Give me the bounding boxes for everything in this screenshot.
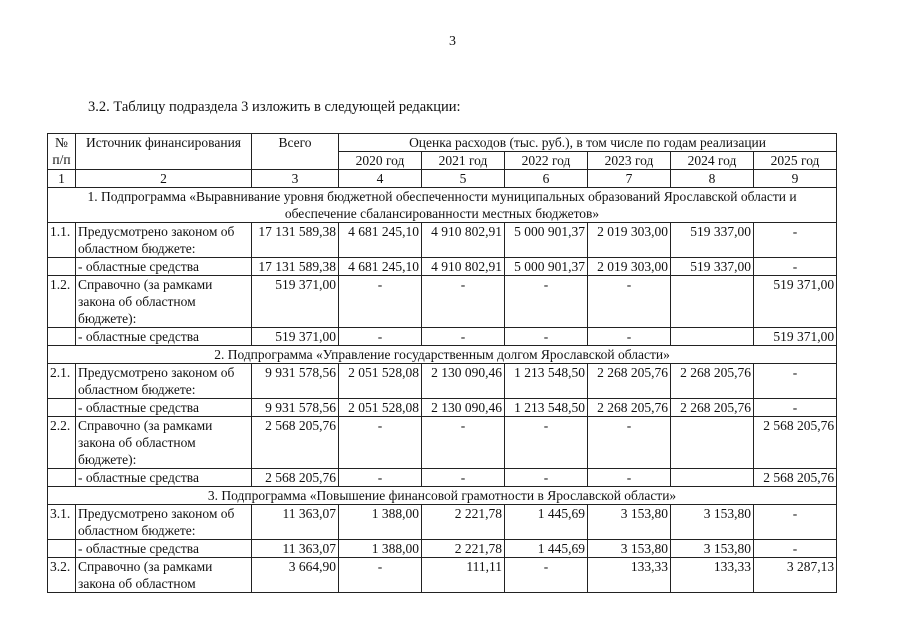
column-number: 6: [505, 170, 588, 188]
column-number: 9: [754, 170, 837, 188]
row-source: - областные средства: [76, 328, 252, 346]
row-year-value: -: [588, 469, 671, 487]
table-row: [48, 258, 837, 276]
row-source: Предусмотрено законом об областном бюджете:: [76, 223, 252, 258]
row-year-value: 2 221,78: [422, 540, 505, 558]
row-year-value: 2 268 205,76: [671, 364, 754, 399]
page-number: 3: [449, 34, 456, 49]
row-total: 9 931 578,56: [252, 364, 339, 399]
row-total: 519 371,00: [252, 328, 339, 346]
row-year-value: -: [339, 417, 422, 469]
row-year-value: 1 213 548,50: [505, 364, 588, 399]
row-year-value: -: [505, 328, 588, 346]
row-number: 2.2.: [48, 417, 76, 469]
row-number: 3.2.: [48, 558, 76, 593]
section-title: 3. Подпрограмма «Повышение финансовой грамотности в Ярославской области»: [48, 487, 837, 505]
row-year-value: -: [505, 276, 588, 328]
row-year-value: -: [588, 328, 671, 346]
column-number: 3: [252, 170, 339, 188]
row-number: [48, 540, 76, 558]
row-year-value: -: [339, 276, 422, 328]
row-year-value: -: [339, 328, 422, 346]
table-row: [48, 540, 837, 558]
row-source: - областные средства: [76, 469, 252, 487]
row-total: 2 568 205,76: [252, 417, 339, 469]
row-year-value: -: [505, 558, 588, 593]
row-total: 3 664,90: [252, 558, 339, 593]
row-year-value: -: [754, 540, 837, 558]
row-source: Справочно (за рамками закона об областном бюджете):: [76, 276, 252, 328]
row-year-value: 2 568 205,76: [754, 417, 837, 469]
row-source: - областные средства: [76, 399, 252, 417]
row-year-value: -: [754, 223, 837, 258]
column-number: 8: [671, 170, 754, 188]
row-year-value: 2 019 303,00: [588, 258, 671, 276]
row-year-value: -: [754, 258, 837, 276]
row-year-value: 519 337,00: [671, 258, 754, 276]
row-year-value: 2 268 205,76: [671, 399, 754, 417]
row-year-value: -: [588, 276, 671, 328]
row-year-value: 2 051 528,08: [339, 399, 422, 417]
header-total: Всего: [252, 134, 339, 170]
table-row: [48, 328, 837, 346]
row-year-value: 2 221,78: [422, 505, 505, 540]
row-number: 2.1.: [48, 364, 76, 399]
table-row: [48, 505, 837, 540]
row-year-value: 1 388,00: [339, 540, 422, 558]
row-year-value: -: [339, 469, 422, 487]
header-year: 2020 год: [339, 152, 422, 170]
column-number: 2: [76, 170, 252, 188]
table-row: [48, 469, 837, 487]
row-number: 1.2.: [48, 276, 76, 328]
column-number: 5: [422, 170, 505, 188]
row-year-value: 3 153,80: [588, 540, 671, 558]
table-row: [48, 558, 837, 593]
row-year-value: 3 153,80: [671, 540, 754, 558]
row-number: [48, 258, 76, 276]
row-year-value: [671, 328, 754, 346]
table-row: [48, 364, 837, 399]
row-year-value: 3 153,80: [671, 505, 754, 540]
row-year-value: -: [422, 328, 505, 346]
row-source: Справочно (за рамками закона об областном: [76, 558, 252, 593]
table-body: [48, 134, 837, 593]
header-year: 2021 год: [422, 152, 505, 170]
row-year-value: 519 337,00: [671, 223, 754, 258]
header-year: 2024 год: [671, 152, 754, 170]
column-number: 4: [339, 170, 422, 188]
row-number: [48, 328, 76, 346]
row-year-value: 1 213 548,50: [505, 399, 588, 417]
row-year-value: -: [754, 399, 837, 417]
column-number: 1: [48, 170, 76, 188]
header-source: Источник финансирования: [76, 134, 252, 170]
row-source: Справочно (за рамками закона об областном бюджете):: [76, 417, 252, 469]
row-year-value: -: [588, 417, 671, 469]
row-year-value: -: [422, 276, 505, 328]
row-year-value: 1 388,00: [339, 505, 422, 540]
table-row: [48, 399, 837, 417]
column-number-row: [48, 170, 837, 188]
row-year-value: 4 681 245,10: [339, 258, 422, 276]
row-total: 11 363,07: [252, 505, 339, 540]
row-year-value: 2 051 528,08: [339, 364, 422, 399]
column-number: 7: [588, 170, 671, 188]
section-title: 1. Подпрограмма «Выравнивание уровня бюджетной обеспеченности муниципальных образований Ярославской области и обеспечение сбалансированности местных бюджетов»: [48, 188, 837, 223]
row-total: 519 371,00: [252, 276, 339, 328]
row-year-value: 1 445,69: [505, 540, 588, 558]
row-year-value: 2 130 090,46: [422, 399, 505, 417]
row-source: - областные средства: [76, 540, 252, 558]
row-year-value: -: [505, 469, 588, 487]
row-year-value: 3 153,80: [588, 505, 671, 540]
section-row: [48, 487, 837, 505]
row-source: Предусмотрено законом об областном бюджете:: [76, 364, 252, 399]
row-year-value: -: [422, 469, 505, 487]
row-year-value: 111,11: [422, 558, 505, 593]
row-number: [48, 469, 76, 487]
row-year-value: -: [505, 417, 588, 469]
row-year-value: 4 910 802,91: [422, 223, 505, 258]
row-year-value: 4 681 245,10: [339, 223, 422, 258]
row-total: 17 131 589,38: [252, 223, 339, 258]
row-year-value: -: [754, 505, 837, 540]
header-year: 2023 год: [588, 152, 671, 170]
row-year-value: -: [422, 417, 505, 469]
header-year: 2025 год: [754, 152, 837, 170]
row-total: 11 363,07: [252, 540, 339, 558]
row-year-value: 2 268 205,76: [588, 399, 671, 417]
row-source: - областные средства: [76, 258, 252, 276]
row-year-value: 2 268 205,76: [588, 364, 671, 399]
header-row-1: [48, 134, 837, 152]
row-year-value: 2 019 303,00: [588, 223, 671, 258]
row-year-value: 133,33: [671, 558, 754, 593]
table-row: [48, 223, 837, 258]
intro-text: 3.2. Таблицу подраздела 3 изложить в следующей редакции:: [88, 99, 461, 115]
row-year-value: 5 000 901,37: [505, 258, 588, 276]
header-year: 2022 год: [505, 152, 588, 170]
row-year-value: [671, 469, 754, 487]
row-number: 3.1.: [48, 505, 76, 540]
row-year-value: -: [754, 364, 837, 399]
row-year-value: 519 371,00: [754, 276, 837, 328]
header-no: № п/п: [48, 134, 76, 170]
section-title: 2. Подпрограмма «Управление государственным долгом Ярославской области»: [48, 346, 837, 364]
row-number: [48, 399, 76, 417]
row-year-value: 519 371,00: [754, 328, 837, 346]
row-year-value: [671, 417, 754, 469]
table-row: [48, 417, 837, 469]
table-row: [48, 276, 837, 328]
row-total: 17 131 589,38: [252, 258, 339, 276]
row-year-value: 2 130 090,46: [422, 364, 505, 399]
row-source: Предусмотрено законом об областном бюджете:: [76, 505, 252, 540]
row-year-value: [671, 276, 754, 328]
row-year-value: 3 287,13: [754, 558, 837, 593]
row-number: 1.1.: [48, 223, 76, 258]
row-total: 9 931 578,56: [252, 399, 339, 417]
row-total: 2 568 205,76: [252, 469, 339, 487]
row-year-value: 2 568 205,76: [754, 469, 837, 487]
section-row: [48, 346, 837, 364]
header-estimate: Оценка расходов (тыс. руб.), в том числе по годам реализации: [339, 134, 837, 152]
row-year-value: -: [339, 558, 422, 593]
row-year-value: 4 910 802,91: [422, 258, 505, 276]
budget-table: [47, 133, 837, 593]
row-year-value: 133,33: [588, 558, 671, 593]
row-year-value: 5 000 901,37: [505, 223, 588, 258]
section-row: [48, 188, 837, 223]
row-year-value: 1 445,69: [505, 505, 588, 540]
